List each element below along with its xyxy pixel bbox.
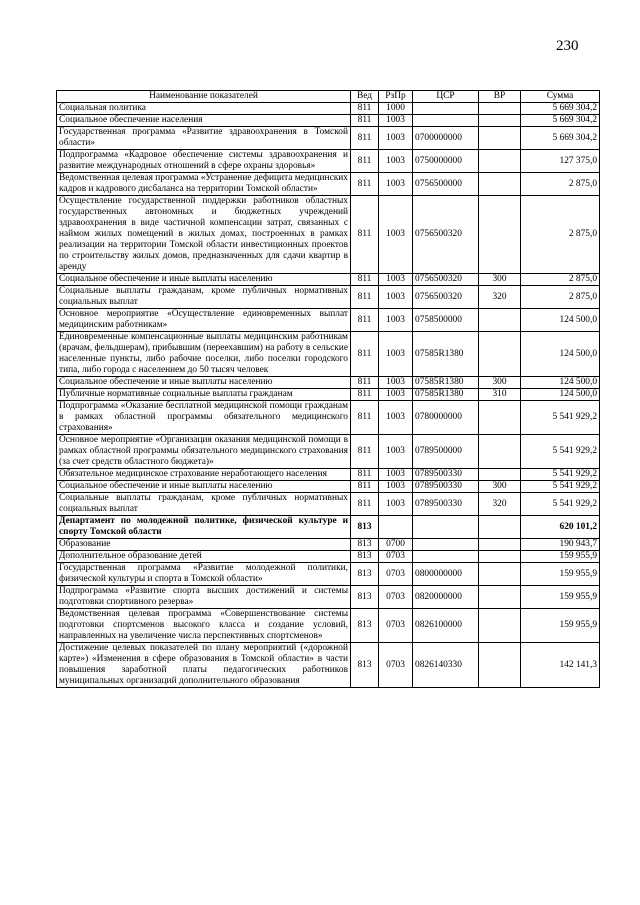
cell-sum: 159 955,9 xyxy=(521,586,600,609)
cell-sum: 5 541 929,2 xyxy=(521,401,600,435)
cell-rzpr: 1003 xyxy=(379,401,413,435)
cell-vr: 320 xyxy=(479,286,521,309)
table-row xyxy=(57,493,600,516)
cell-rzpr: 1003 xyxy=(379,127,413,150)
cell-rzpr: 1003 xyxy=(379,309,413,332)
cell-rzpr: 1003 xyxy=(379,196,413,274)
cell-rzpr: 1003 xyxy=(379,274,413,286)
cell-name: Социальная политика xyxy=(57,103,351,115)
cell-sum: 620 101,2 xyxy=(521,516,600,539)
cell-vr xyxy=(479,127,521,150)
cell-sum: 142 141,3 xyxy=(521,643,600,688)
cell-ved: 813 xyxy=(351,516,379,539)
cell-csr: 07585R1380 xyxy=(413,389,479,401)
cell-vr: 300 xyxy=(479,274,521,286)
cell-vr xyxy=(479,401,521,435)
cell-vr: 320 xyxy=(479,493,521,516)
cell-csr: 0789500330 xyxy=(413,493,479,516)
cell-vr xyxy=(479,435,521,469)
cell-csr: 07585R1380 xyxy=(413,377,479,389)
cell-rzpr: 0700 xyxy=(379,539,413,551)
table-row xyxy=(57,103,600,115)
cell-name: Подпрограмма «Развитие спорта высших достижений и системы подготовки спортивного резерва» xyxy=(57,586,351,609)
cell-rzpr: 1003 xyxy=(379,435,413,469)
header-csr: ЦСР xyxy=(413,91,479,103)
table-row xyxy=(57,563,600,586)
cell-name: Образование xyxy=(57,539,351,551)
cell-csr: 0789500330 xyxy=(413,469,479,481)
cell-csr: 0820000000 xyxy=(413,586,479,609)
table-header-row xyxy=(57,91,600,103)
cell-ved: 811 xyxy=(351,469,379,481)
cell-name: Социальное обеспечение и иные выплаты населению xyxy=(57,481,351,493)
cell-name: Социальное обеспечение населения xyxy=(57,115,351,127)
cell-sum: 124 500,0 xyxy=(521,332,600,377)
table-row xyxy=(57,196,600,274)
header-vr: ВР xyxy=(479,91,521,103)
cell-ved: 811 xyxy=(351,309,379,332)
cell-ved: 811 xyxy=(351,150,379,173)
cell-vr xyxy=(479,469,521,481)
cell-csr: 0700000000 xyxy=(413,127,479,150)
cell-sum: 5 669 304,2 xyxy=(521,115,600,127)
cell-rzpr: 1003 xyxy=(379,115,413,127)
cell-csr: 0800000000 xyxy=(413,563,479,586)
table-row xyxy=(57,150,600,173)
table-row xyxy=(57,551,600,563)
table-row xyxy=(57,309,600,332)
cell-name: Ведомственная целевая программа «Устранение дефицита медицинских кадров и кадрового дисбаланса на территории Томской области» xyxy=(57,173,351,196)
cell-name: Подпрограмма «Кадровое обеспечение системы здравоохранения и развитие международных отношений в сфере охраны здоровья» xyxy=(57,150,351,173)
table-row xyxy=(57,401,600,435)
cell-csr xyxy=(413,539,479,551)
cell-ved: 811 xyxy=(351,127,379,150)
cell-rzpr: 0703 xyxy=(379,643,413,688)
cell-sum: 124 500,0 xyxy=(521,309,600,332)
cell-sum: 159 955,9 xyxy=(521,609,600,643)
cell-sum: 5 541 929,2 xyxy=(521,435,600,469)
table-row xyxy=(57,332,600,377)
cell-name: Обязательное медицинское страхование неработающего населения xyxy=(57,469,351,481)
cell-csr: 0750000000 xyxy=(413,150,479,173)
table-row xyxy=(57,286,600,309)
cell-csr: 0780000000 xyxy=(413,401,479,435)
cell-ved: 813 xyxy=(351,609,379,643)
table-row xyxy=(57,127,600,150)
cell-sum: 124 500,0 xyxy=(521,377,600,389)
cell-vr xyxy=(479,609,521,643)
cell-sum: 2 875,0 xyxy=(521,196,600,274)
cell-name: Социальное обеспечение и иные выплаты населению xyxy=(57,377,351,389)
table-row xyxy=(57,481,600,493)
cell-ved: 813 xyxy=(351,551,379,563)
cell-rzpr: 1003 xyxy=(379,332,413,377)
table-row xyxy=(57,539,600,551)
header-ved: Вед xyxy=(351,91,379,103)
cell-name: Государственная программа «Развитие молодежной политики, физической культуры и спорта в Томской области» xyxy=(57,563,351,586)
cell-vr xyxy=(479,115,521,127)
cell-sum: 2 875,0 xyxy=(521,274,600,286)
cell-rzpr: 0703 xyxy=(379,609,413,643)
cell-rzpr: 1003 xyxy=(379,493,413,516)
cell-sum: 5 669 304,2 xyxy=(521,103,600,115)
cell-rzpr: 0703 xyxy=(379,551,413,563)
cell-csr: 0758500000 xyxy=(413,309,479,332)
cell-sum: 2 875,0 xyxy=(521,286,600,309)
cell-ved: 811 xyxy=(351,377,379,389)
cell-rzpr: 1003 xyxy=(379,389,413,401)
cell-vr xyxy=(479,586,521,609)
cell-name: Основное мероприятие «Осуществление единовременных выплат медицинским работникам» xyxy=(57,309,351,332)
cell-ved: 811 xyxy=(351,493,379,516)
cell-vr xyxy=(479,516,521,539)
cell-ved: 811 xyxy=(351,401,379,435)
cell-csr: 0756500000 xyxy=(413,173,479,196)
table-row xyxy=(57,609,600,643)
cell-csr xyxy=(413,551,479,563)
table-row xyxy=(57,115,600,127)
cell-ved: 813 xyxy=(351,539,379,551)
table-body xyxy=(57,103,600,688)
cell-csr xyxy=(413,516,479,539)
cell-rzpr: 0703 xyxy=(379,563,413,586)
cell-vr xyxy=(479,309,521,332)
cell-csr: 0826140330 xyxy=(413,643,479,688)
cell-ved: 813 xyxy=(351,643,379,688)
cell-csr xyxy=(413,115,479,127)
cell-csr: 0826100000 xyxy=(413,609,479,643)
cell-vr xyxy=(479,103,521,115)
cell-vr xyxy=(479,150,521,173)
cell-sum: 159 955,9 xyxy=(521,551,600,563)
cell-vr xyxy=(479,551,521,563)
cell-ved: 811 xyxy=(351,274,379,286)
cell-name: Подпрограмма «Оказание бесплатной медицинской помощи гражданам в рамках областной программы обязательного медицинского страхования» xyxy=(57,401,351,435)
cell-vr: 310 xyxy=(479,389,521,401)
cell-name: Единовременные компенсационные выплаты медицинским работникам (врачам, фельдшерам), прибывшим (переехавшим) на работу в сельские населенные пункты, либо рабочие поселки, либо поселки городского типа, либо города с населением до 50 тысяч человек xyxy=(57,332,351,377)
table-row xyxy=(57,389,600,401)
table-row xyxy=(57,516,600,539)
cell-rzpr: 0703 xyxy=(379,586,413,609)
table-row xyxy=(57,435,600,469)
cell-name: Департамент по молодежной политике, физической культуре и спорту Томской области xyxy=(57,516,351,539)
cell-csr: 07585R1380 xyxy=(413,332,479,377)
cell-name: Социальные выплаты гражданам, кроме публичных нормативных социальных выплат xyxy=(57,286,351,309)
cell-ved: 813 xyxy=(351,586,379,609)
cell-ved: 811 xyxy=(351,389,379,401)
table-row xyxy=(57,173,600,196)
header-name: Наименование показателей xyxy=(57,91,351,103)
table-row xyxy=(57,469,600,481)
cell-ved: 811 xyxy=(351,286,379,309)
table-row xyxy=(57,643,600,688)
cell-name: Ведомственная целевая программа «Совершенствование системы подготовки спортсменов высокого класса и создание условий, направленных на увеличение числа перспективных спортсменов» xyxy=(57,609,351,643)
cell-name: Государственная программа «Развитие здравоохранения в Томской области» xyxy=(57,127,351,150)
header-sum: Сумма xyxy=(521,91,600,103)
cell-ved: 811 xyxy=(351,435,379,469)
cell-name: Основное мероприятие «Организация оказания медицинской помощи в рамках областной программы обязательного медицинского страхования (за счет средств областного бюджета)» xyxy=(57,435,351,469)
cell-vr: 300 xyxy=(479,481,521,493)
cell-rzpr: 1003 xyxy=(379,377,413,389)
cell-csr xyxy=(413,103,479,115)
page-number: 230 xyxy=(556,38,579,54)
cell-rzpr: 1003 xyxy=(379,469,413,481)
cell-sum: 5 669 304,2 xyxy=(521,127,600,150)
cell-sum: 190 943,7 xyxy=(521,539,600,551)
cell-ved: 813 xyxy=(351,563,379,586)
cell-csr: 0756500320 xyxy=(413,286,479,309)
cell-sum: 2 875,0 xyxy=(521,173,600,196)
table-row xyxy=(57,274,600,286)
cell-ved: 811 xyxy=(351,481,379,493)
cell-ved: 811 xyxy=(351,173,379,196)
budget-table xyxy=(56,90,600,688)
cell-name: Осуществление государственной поддержки работников областных государственных автономных и бюджетных учреждений здравоохранения в виде частичной компенсации затрат, связанных с наймом жилых помещений в жилых домах, построенных в рамках реализации на территории Томской области инвестиционных проектов по строительству жилых домов, предназначенных для сдачи квартир в аренду xyxy=(57,196,351,274)
cell-vr xyxy=(479,539,521,551)
cell-name: Достижение целевых показателей по плану мероприятий («дорожной карте») «Изменения в сфере образования в Томской области» в части повышения заработной платы педагогических работников муниципальных организаций дополнительного образования xyxy=(57,643,351,688)
cell-vr: 300 xyxy=(479,377,521,389)
cell-sum: 124 500,0 xyxy=(521,389,600,401)
cell-name: Социальное обеспечение и иные выплаты населению xyxy=(57,274,351,286)
cell-vr xyxy=(479,196,521,274)
cell-csr: 0789500330 xyxy=(413,481,479,493)
cell-csr: 0756500320 xyxy=(413,196,479,274)
cell-sum: 127 375,0 xyxy=(521,150,600,173)
cell-sum: 5 541 929,2 xyxy=(521,493,600,516)
cell-sum: 5 541 929,2 xyxy=(521,481,600,493)
cell-sum: 5 541 929,2 xyxy=(521,469,600,481)
cell-sum: 159 955,9 xyxy=(521,563,600,586)
cell-rzpr: 1003 xyxy=(379,150,413,173)
cell-csr: 0756500320 xyxy=(413,274,479,286)
cell-ved: 811 xyxy=(351,196,379,274)
cell-rzpr: 1000 xyxy=(379,103,413,115)
cell-ved: 811 xyxy=(351,332,379,377)
cell-ved: 811 xyxy=(351,115,379,127)
cell-vr xyxy=(479,563,521,586)
cell-rzpr: 1003 xyxy=(379,173,413,196)
header-rzpr: РзПр xyxy=(379,91,413,103)
cell-ved: 811 xyxy=(351,103,379,115)
cell-rzpr: 1003 xyxy=(379,286,413,309)
cell-vr xyxy=(479,173,521,196)
cell-name: Публичные нормативные социальные выплаты гражданам xyxy=(57,389,351,401)
cell-vr xyxy=(479,332,521,377)
cell-csr: 0789500000 xyxy=(413,435,479,469)
table-row xyxy=(57,377,600,389)
cell-name: Дополнительное образование детей xyxy=(57,551,351,563)
cell-name: Социальные выплаты гражданам, кроме публичных нормативных социальных выплат xyxy=(57,493,351,516)
cell-rzpr xyxy=(379,516,413,539)
cell-rzpr: 1003 xyxy=(379,481,413,493)
table-row xyxy=(57,586,600,609)
cell-vr xyxy=(479,643,521,688)
